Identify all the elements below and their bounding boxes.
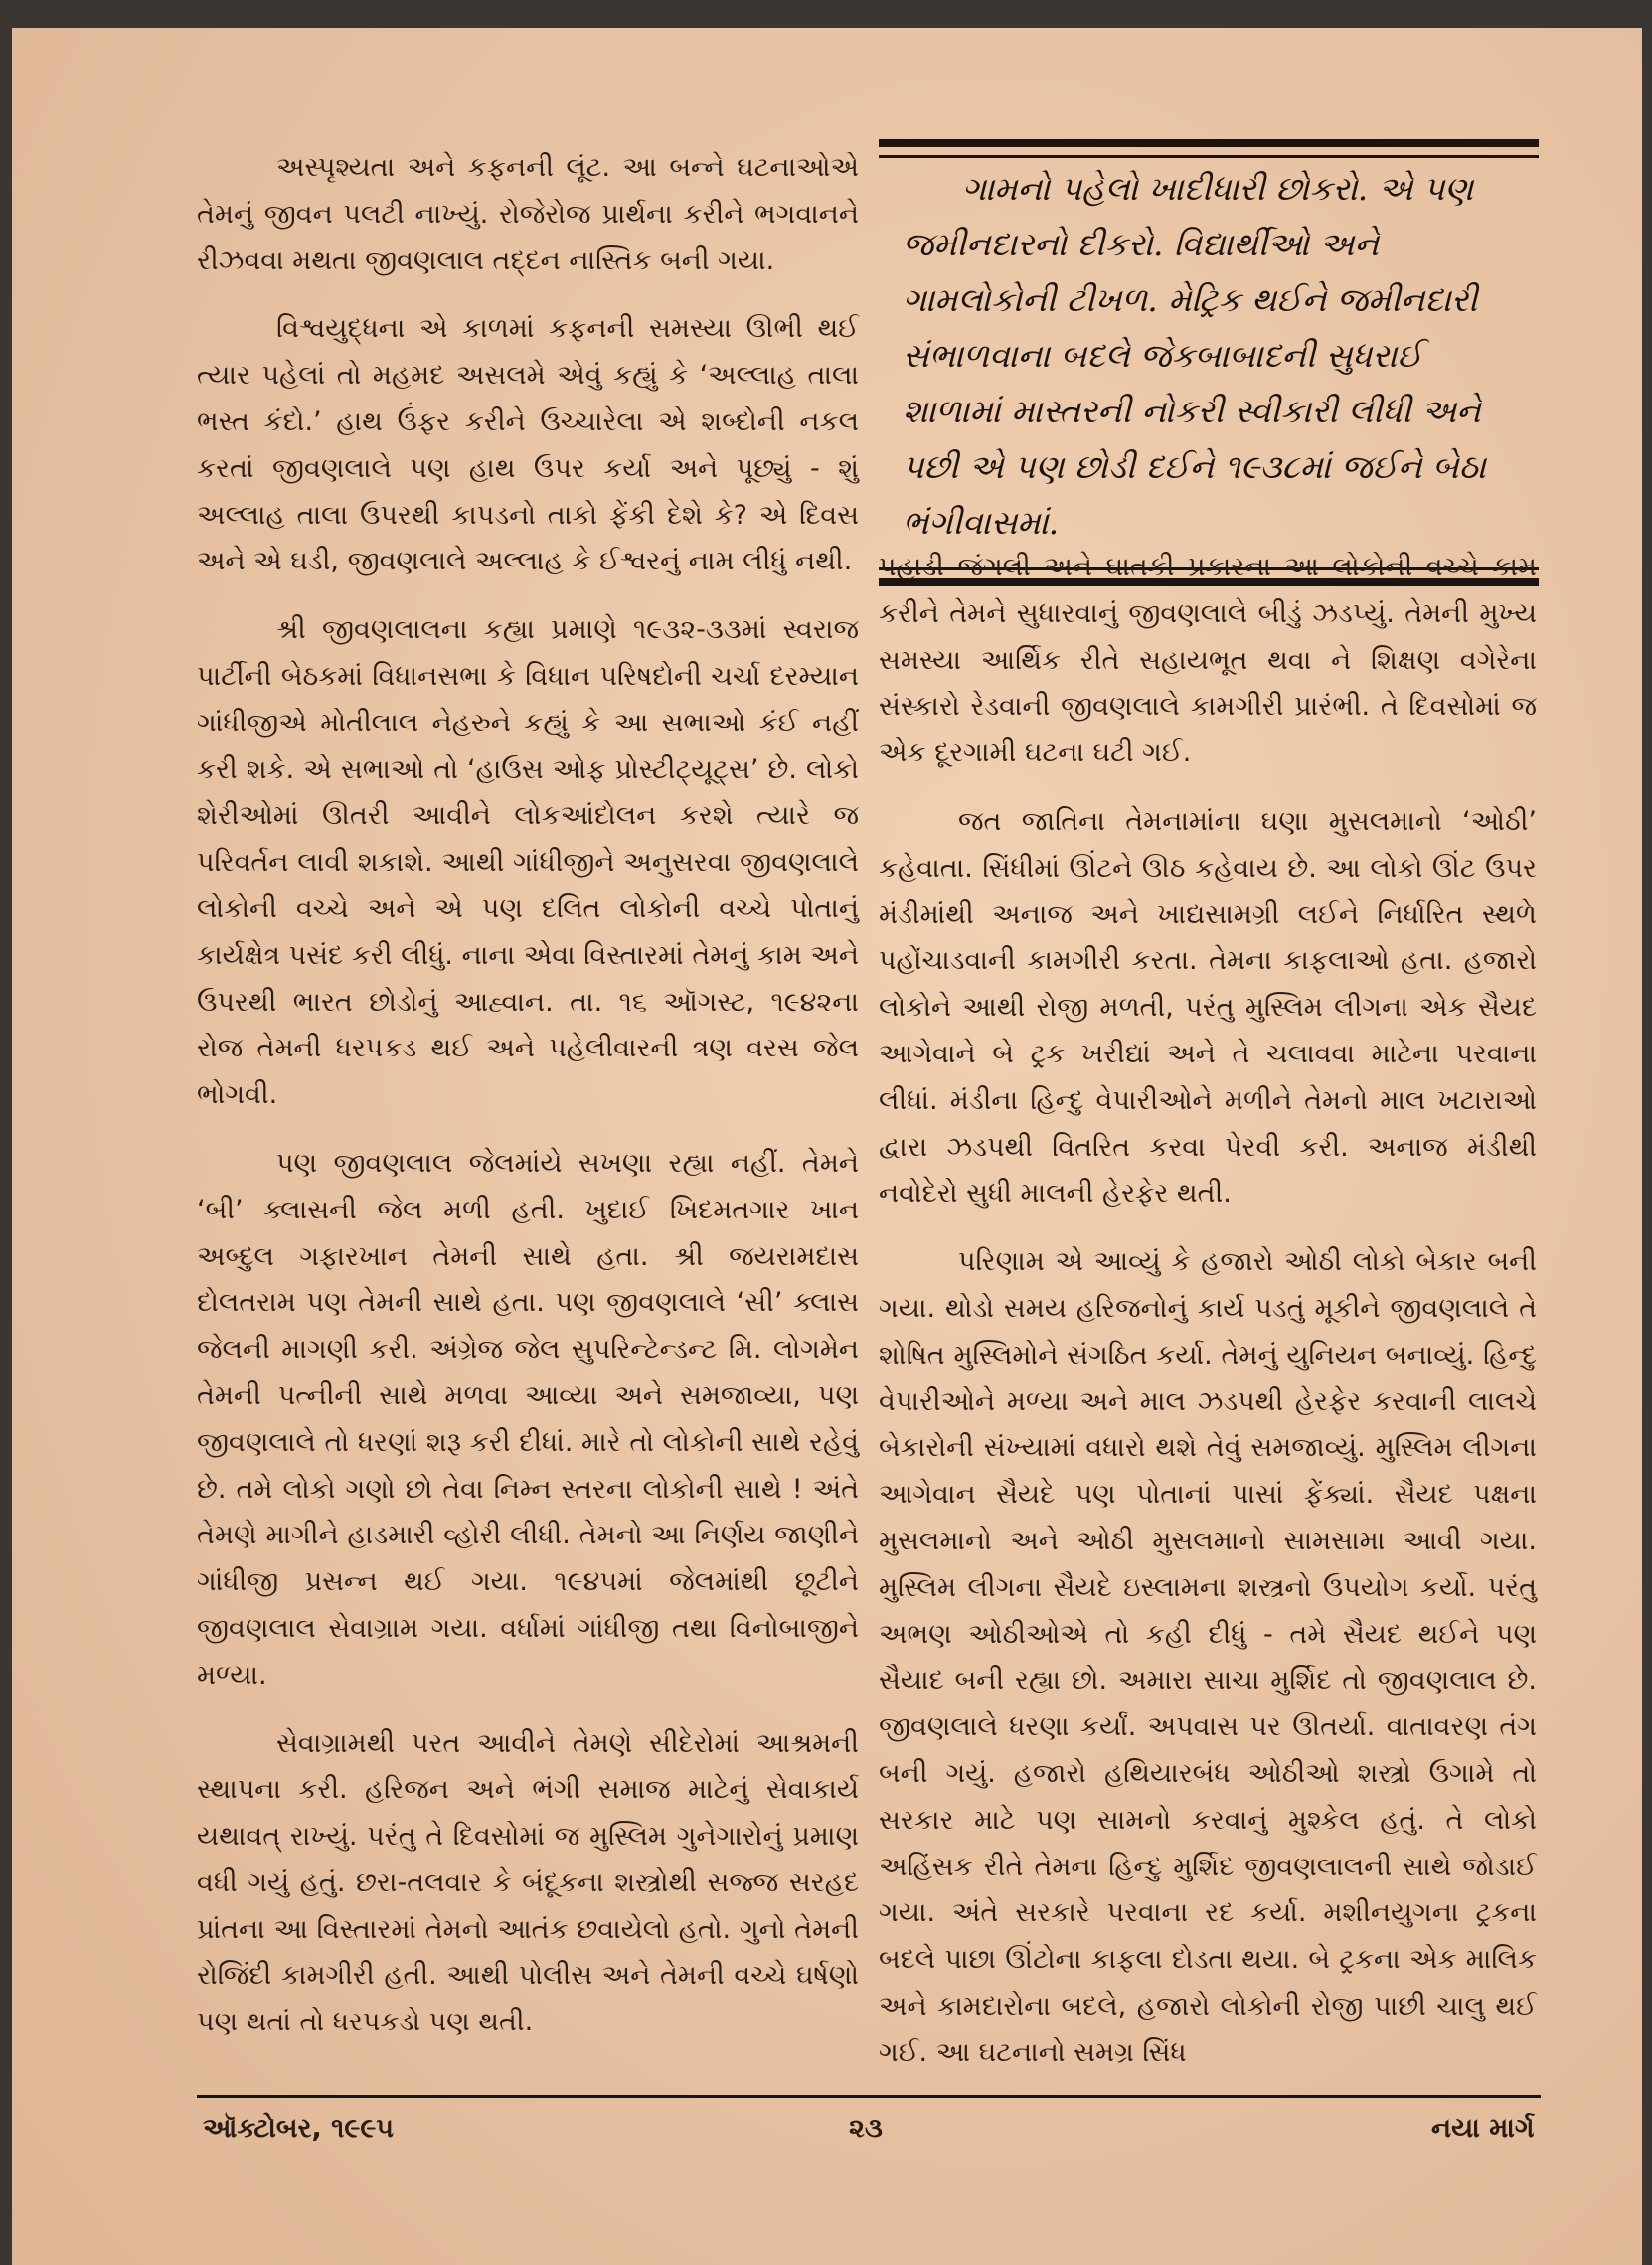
footer-divider — [197, 2095, 1541, 2098]
right-column — [879, 545, 1537, 2077]
paragraph: શ્રી જીવણલાલના કહ્યા પ્રમાણે ૧૯૩૨-૩૩માં સ્વરાજ પાર્ટીની બેઠકમાં વિધાનસભા કે વિધાન પરિષદોની ચર્ચા દરમ્યાન ગાંધીજીએ મોતીલાલ નેહરુને કહ્યું કે આ સભાઓ કંઈ નહીં કરી શકે. એ સભાઓ તો ‘હાઉસ ઓફ પ્રોસ્ટીટ્યૂટ્સ’ છે. લોકો શેરીઓમાં ઊતરી આવીને લોકઆંદોલન કરશે ત્યારે જ પરિવર્તન લાવી શકાશે. આથી ગાંધીજીને અનુસરવા જીવણલાલે લોકોની વચ્ચે અને એ પણ દલિત લોકોની વચ્ચે પોતાનું કાર્યક્ષેત્ર પસંદ કરી લીધું. નાના એવા વિસ્તારમાં તેમનું કામ અને ઉપરથી ભારત છોડોનું આહ્વાન. તા. ૧૬ ઑગસ્ટ, ૧૯૪૨ના રોજ તેમની ધરપકડ થઈ અને પહેલીવારની ત્રણ વરસ જેલ ભોગવી. — [197, 614, 859, 1111]
paragraph: સેવાગ્રામથી પરત આવીને તેમણે સીદેરોમાં આશ્રમની સ્થાપના કરી. હરિજન અને ભંગી સમાજ માટેનું સેવાકાર્ય યથાવત્ રાખ્યું. પરંતુ તે દિવસોમાં જ મુસ્લિમ ગુનેગારોનું પ્રમાણ વધી ગયું હતું. છરા-તલવાર કે બંદૂકના શસ્ત્રોથી સજ્જ સરહદ પ્રાંતના આ વિસ્તારમાં તેમનો આતંક છવાયેલો હતો. ગુનો તેમની રોજિંદી કામગીરી હતી. આથી પોલીસ અને તેમની વચ્ચે ઘર્ષણો પણ થતાં તો ધરપકડો પણ થતી. — [197, 1727, 859, 2038]
paragraph: પણ જીવણલાલ જેલમાંયે સખણા રહ્યા નહીં. તેમને ‘બી’ ક્લાસની જેલ મળી હતી. ખુદાઈ ખિદમતગાર ખાન અબ્દુલ ગફારખાન તેમની સાથે હતા. શ્રી જયરામદાસ દોલતરામ પણ તેમની સાથે હતા. પણ જીવણલાલે ‘સી’ ક્લાસ જેલની માગણી કરી. અંગ્રેજ જેલ સુપરિન્ટેન્ડન્ટ મિ. લોગમેન તેમની પત્નીની સાથે મળવા આવ્યા અને સમજાવ્યા, પણ જીવણલાલે તો ધરણાં શરૂ કરી દીધાં. મારે તો લોકોની સાથે રહેવું છે. તમે લોકો ગણો છો તેવા નિમ્ન સ્તરના લોકોની સાથે ! અંતે તેમણે માગીને હાડમારી વ્હોરી લીધી. તેમનો આ નિર્ણય જાણીને ગાંધીજી પ્રસન્ન થઈ ગયા. ૧૯૪૫માં જેલમાંથી છૂટીને જીવણલાલ સેવાગ્રામ ગયા. વર્ધામાં ગાંધીજી તથા વિનોબાજીને મળ્યા. — [197, 1147, 859, 1691]
footer-date: ઑક્ટોબર, ૧૯૯૫ — [203, 2113, 395, 2144]
paragraph: પરિણામ એ આવ્યું કે હજારો ઓઠી લોકો બેકાર બની ગયા. થોડો સમય હરિજનોનું કાર્ય પડતું મૂકીને જીવણલાલે તે શોષિત મુસ્લિમોને સંગઠિત કર્યા. તેમનું યુનિયન બનાવ્યું. હિન્દુ વેપારીઓને મળ્યા અને માલ ઝડપથી હેરફેર કરવાની લાલચે બેકારોની સંખ્યામાં વધારો થશે તેવું સમજાવ્યું. મુસ્લિમ લીગના આગેવાન સૈયદે પણ પોતાનાં પાસાં ફેંક્યાં. સૈયદ પક્ષના મુસલમાનો અને ઓઠી મુસલમાનો સામસામા આવી ગયા. મુસ્લિમ લીગના સૈયદે ઇસ્લામના શસ્ત્રનો ઉપયોગ કર્યો. પરંતુ અભણ ઓઠીઓએ તો કહી દીધું - તમે સૈયદ થઈને પણ સૈયાદ બની રહ્યા છો. અમારા સાચા મુર્શિદ તો જીવણલાલ છે. જીવણલાલે ધરણા કર્યાં. અપવાસ પર ઊતર્યા. વાતાવરણ તંગ બની ગયું. હજારો હથિયારબંધ ઓઠીઓ શસ્ત્રો ઉગામે તો સરકાર માટે પણ સામનો કરવાનું મુશ્કેલ હતું. તે લોકો અહિંસક રીતે તેમના હિન્દુ મુર્શિદ જીવણલાલની સાથે જોડાઈ ગયા. અંતે સરકારે પરવાના રદ કર્યા. મશીનયુગના ટ્રકના બદલે પાછા ઊંટોના કાફલા દોડતા થયા. બે ટ્રકના એક માલિક અને કામદારોના બદલે, હજારો લોકોની રોજી પાછી ચાલુ થઈ ગઈ. આ ઘટનાનો સમગ્ર સિંધ — [879, 1246, 1537, 2068]
left-column — [197, 145, 859, 2046]
page-number: ૨૩ — [849, 2113, 883, 2144]
pull-quote-box — [879, 139, 1539, 586]
magazine-name: નયા માર્ગ — [1431, 2113, 1535, 2144]
paragraph: વિશ્વયુદ્ધના એ કાળમાં કફનની સમસ્યા ઊભી થઈ ત્યાર પહેલાં તો મહમદ અસલમે એવું કહ્યું કે ‘અલ્લાહ તાલા ભસ્ત કંદો.’ હાથ ઉંફર કરીને ઉચ્ચારેલા એ શબ્દોની નકલ કરતાં જીવણલાલે પણ હાથ ઉપર કર્યા અને પૂછ્યું - શું અલ્લાહ તાલા ઉપરથી કાપડનો તાકો ફેંકી દેશે કે? એ દિવસ અને એ ઘડી, જીવણલાલે અલ્લાહ કે ઈશ્વરનું નામ લીધું નથી. — [197, 313, 859, 577]
pull-quote-rule-top — [879, 155, 1539, 158]
paragraph: પહાડી જંગલી અને ઘાતકી પ્રકારના આ લોકોની વચ્ચે કામ કરીને તેમને સુધારવાનું જીવણલાલે બીડું ઝડપ્યું. તેમની મુખ્ય સમસ્યા આર્થિક રીતે સહાયભૂત થવા ને શિક્ષણ વગેરેના સંસ્કારો રેડવાની જીવણલાલે કામગીરી પ્રારંભી. તે દિવસોમાં જ એક દૂરગામી ઘટના ઘટી ગઈ. — [879, 552, 1537, 769]
paragraph: જત જાતિના તેમનામાંના ઘણા મુસલમાનો ‘ઓઠી’ કહેવાતા. સિંધીમાં ઊંટને ઊઠ કહેવાય છે. આ લોકો ઊંટ ઉપર મંડીમાંથી અનાજ અને ખાદ્યસામગ્રી લઈને નિર્ધારિત સ્થળે પહોંચાડવાની કામગીરી કરતા. તેમના કાફલાઓ હતા. હજારો લોકોને આથી રોજી મળતી, પરંતુ મુસ્લિમ લીગના એક સૈયદ આગેવાને બે ટ્રક ખરીદ્યાં અને તે ચલાવવા માટેના પરવાના લીધાં. મંડીના હિન્દુ વેપારીઓને મળીને તેમનો માલ ખટારાઓ દ્વારા ઝડપથી વિતરિત કરવા પેરવી કરી. અનાજ મંડીથી નવોદેરો સુધી માલની હેરફેર થતી. — [879, 805, 1537, 1210]
pull-quote-text: ગામનો પહેલો ખાદીધારી છોકરો. એ પણ જમીનદારનો દીકરો. વિદ્યાર્થીઓ અને ગામલોકોની ટીખળ. મેટ્રિક થઈને જમીનદારી સંભાળવાના બદલે જેકબાબાદની સુધરાઈ શાળામાં માસ્તરની નોકરી સ્વીકારી લીધી અને પછી એ પણ છોડી દઈને ૧૯૩૮માં જઈને બેઠા ભંગીવાસમાં. — [903, 169, 1486, 542]
magazine-page — [12, 28, 1642, 2265]
paragraph: અસ્પૃશ્યતા અને કફનની લૂંટ. આ બન્ને ઘટનાઓએ તેમનું જીવન પલટી નાખ્યું. રોજેરોજ પ્રાર્થના કરીને ભગવાનને રીઝવવા મથતા જીવણલાલ તદ્દન નાસ્તિક બની ગયા. — [197, 152, 859, 276]
